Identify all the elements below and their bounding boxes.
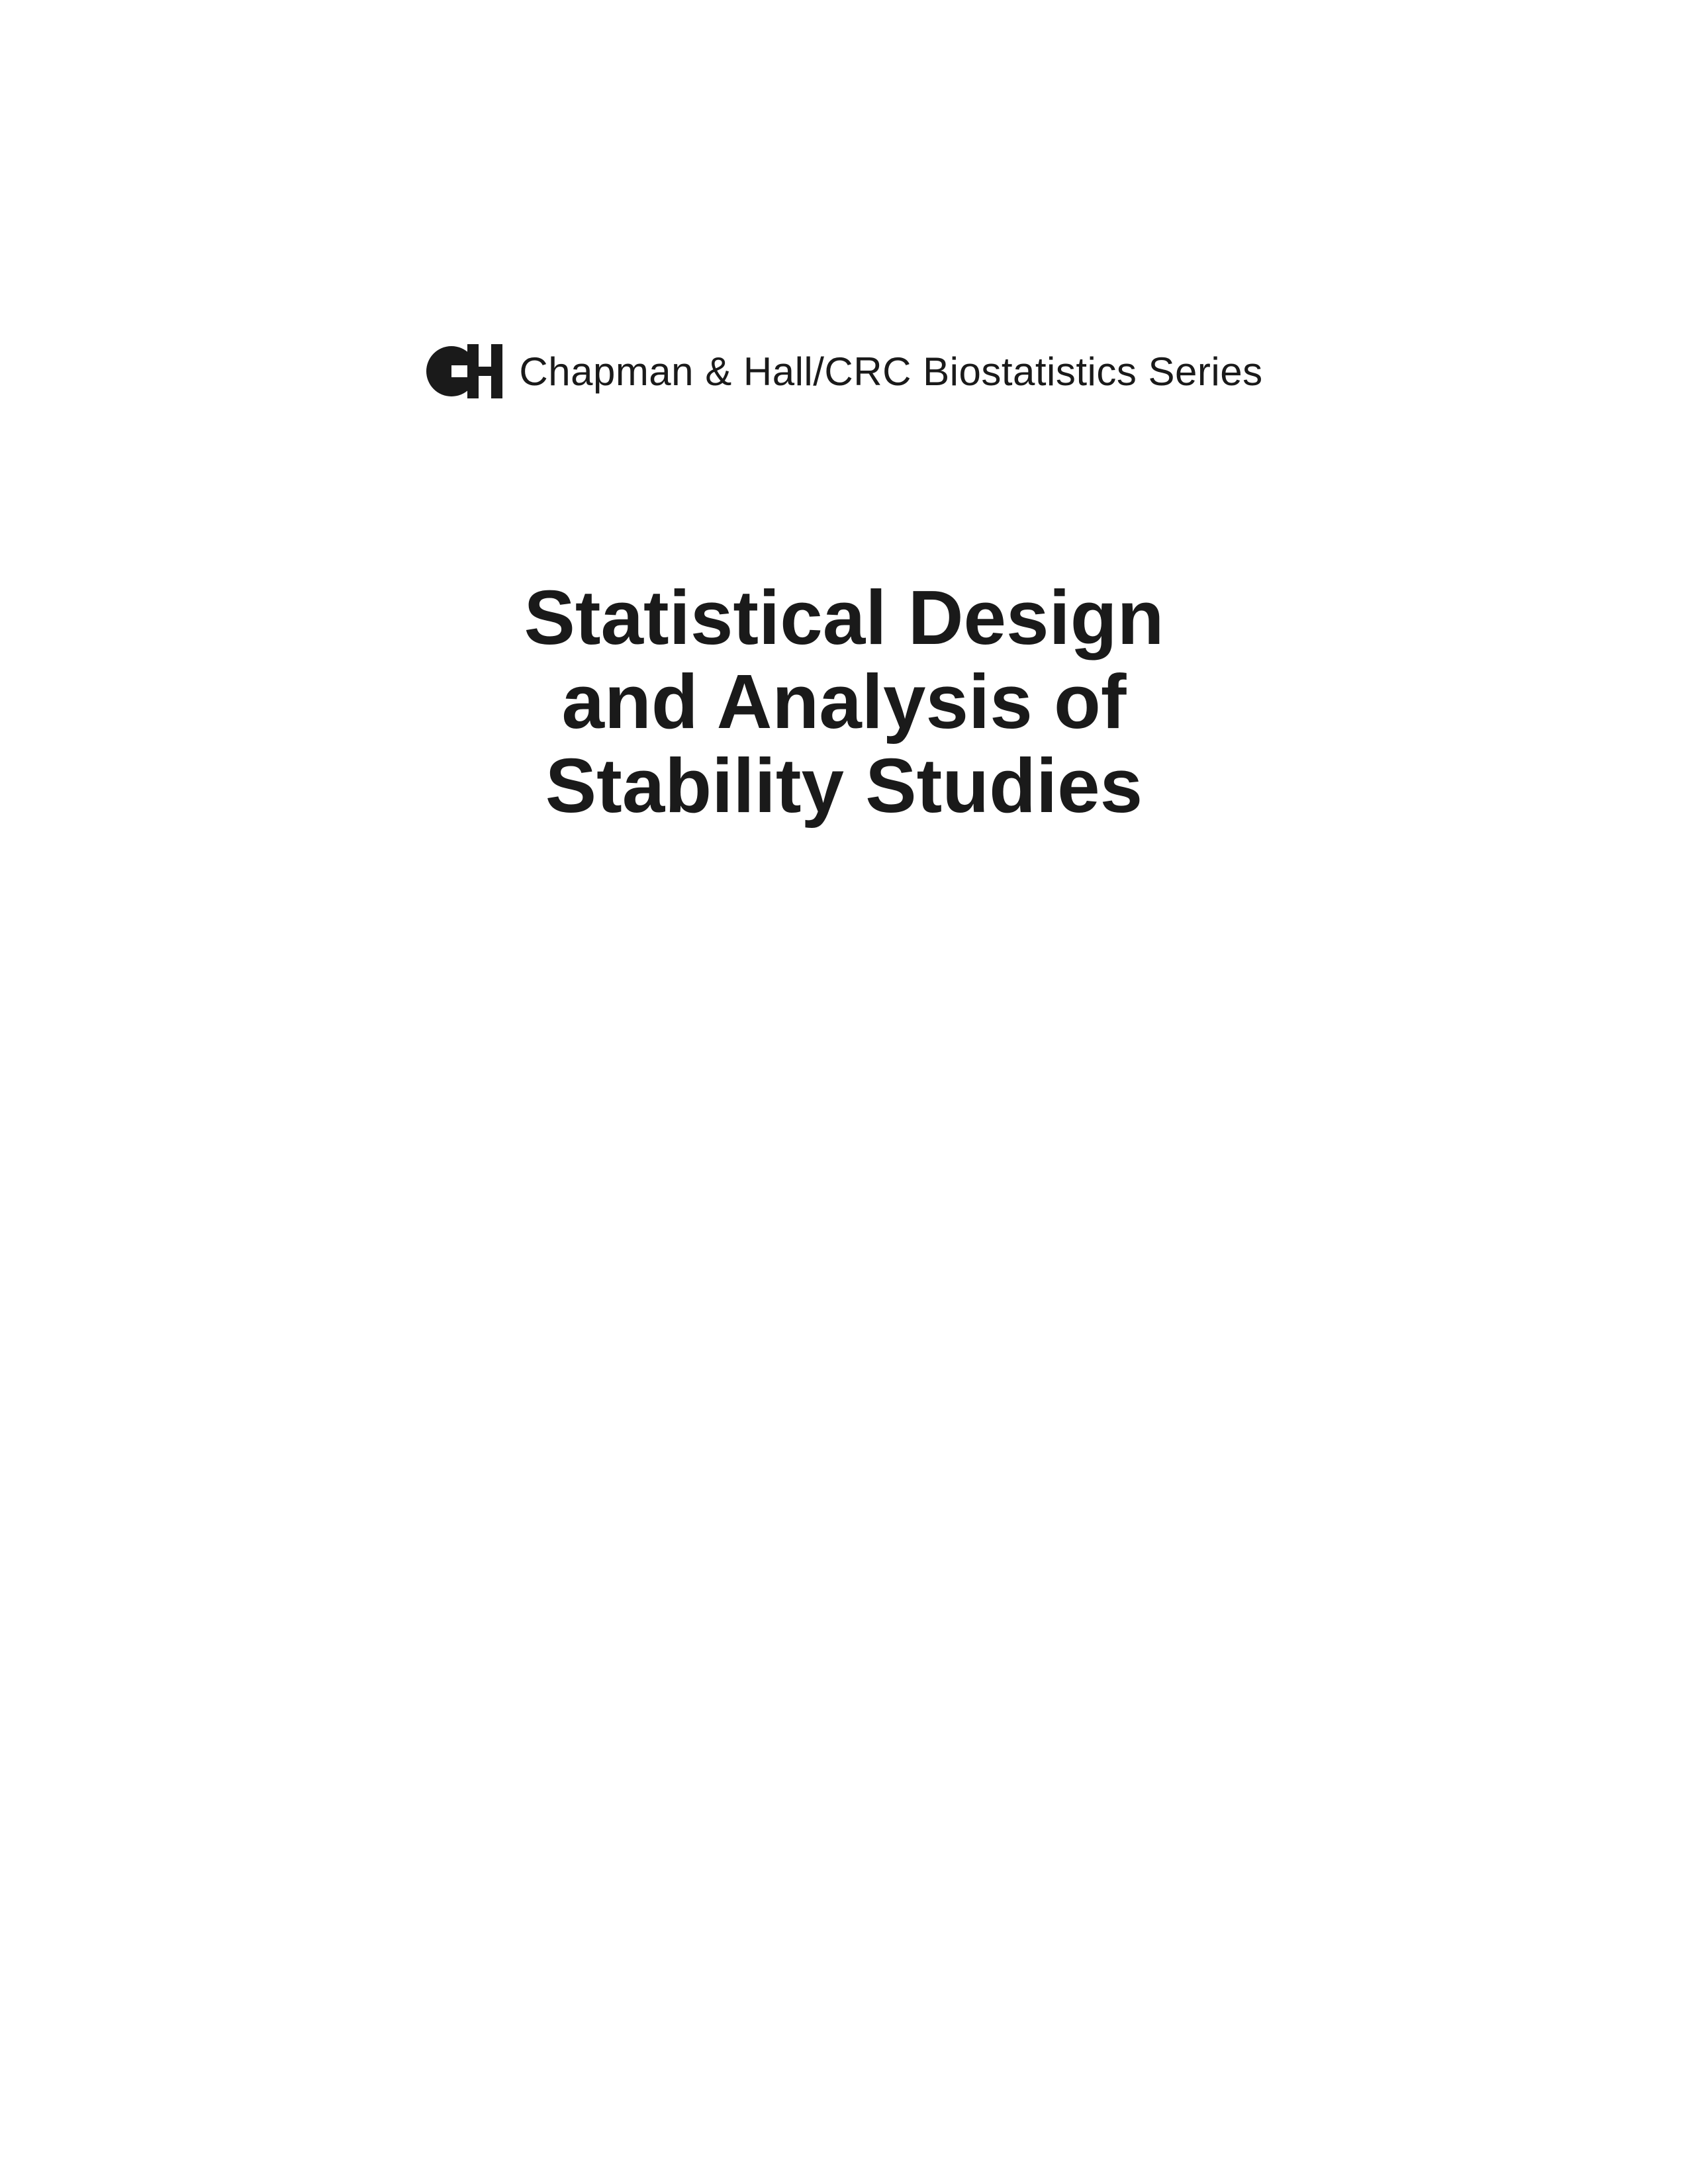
ch-logo-icon	[425, 341, 503, 401]
series-header	[0, 341, 1688, 401]
title-line: Stability Studies	[545, 743, 1143, 829]
title-line: Statistical Design	[524, 574, 1164, 660]
series-name: Chapman & Hall/CRC Biostatistics Series	[519, 349, 1263, 394]
title-line: and Analysis of	[561, 659, 1127, 745]
book-title	[0, 576, 1688, 828]
